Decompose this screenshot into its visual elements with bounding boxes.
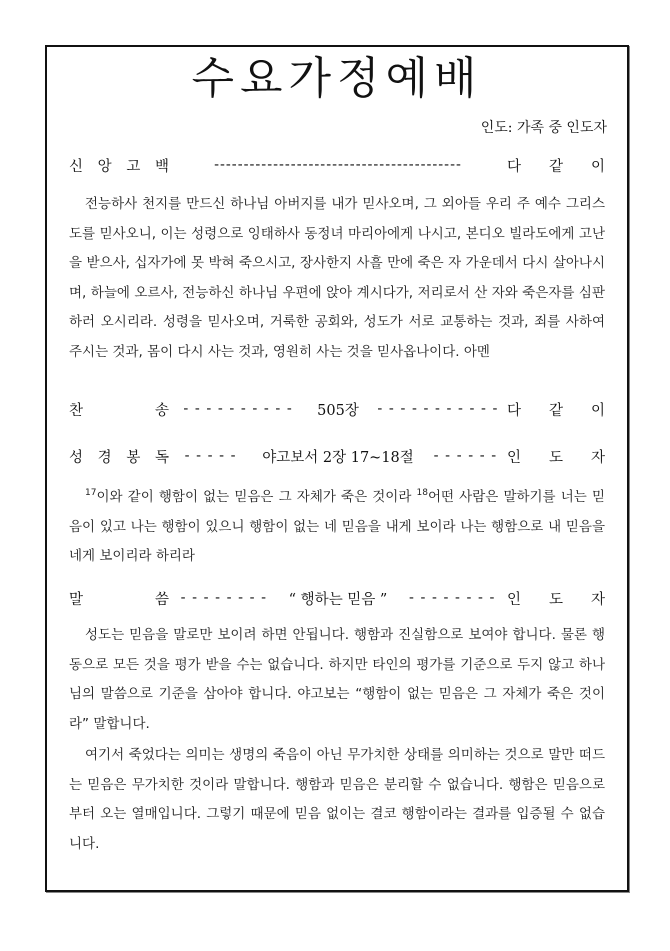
- worship-leader: 인도: 가족 중 인도자: [480, 120, 607, 136]
- order-label: 말 씀: [69, 591, 169, 608]
- order-participant: 다 같 이: [507, 402, 605, 419]
- apostles-creed: 전능하사 천지를 만드신 하나님 아버지를 내가 믿사오며, 그 외아들 우리 주 예수 그리스도를 믿사오니, 이는 성령으로 잉태하사 동정녀 마리아에게 나시고, 본디오 빌라도에게 고난을 받으사, 십자가에 못 박혀 죽으시고, 장사한지 사흘 만에 죽은 자 가운데서 다시 살아나시며, 하늘에 오르사, 전능하신 하나님 우편에 앉아 계시다가, 저리로서 산 자와 죽은자를 심판하러 오시리라. 성령을 믿사오며, 거룩한 공회와, 성도가 서로 교통하는 것과, 죄를 사하여 주시는 것과, 몸이 다시 사는 것과, 영원히 사는 것을 믿사옵나이다. 아멘: [69, 196, 605, 360]
- leader-dashes: ------------------------------------------: [214, 157, 462, 173]
- order-participant: 인 도 자: [507, 591, 605, 608]
- leader-dashes: - - - - -: [184, 448, 237, 464]
- leader-dashes: - - - - - -: [433, 448, 498, 464]
- order-row-scripture: [69, 444, 605, 468]
- sermon-paragraph: 성도는 믿음을 말로만 보이려 하면 안됩니다. 행함과 진실함으로 보여야 합니다. 물론 행동으로 모든 것을 평가 받을 수는 없습니다. 하지만 타인의 평가를 기준으로 두지 않고 하나님의 말씀으로 기준을 삼아야 합니다. 야고보는 “행함이 없는 믿음은 그 자체가 죽은 것이라” 말합니다.: [69, 627, 605, 732]
- order-label: 성 경 봉 독: [69, 449, 169, 466]
- scripture-text: $^{17}$이와 같이 행함이 없는 믿음은 그 자체가 죽은 것이라 $^{18}$어떤 사람은 말하기를 너는 믿음이 있고 나는 행함이 있으니 행함이 없는 네 믿음을 내게 보이라 나는 행함으로 내 믿음을 네게 보이리라 하리라: [69, 488, 605, 564]
- scripture-reference: 야고보서 2장 17~18절: [262, 449, 414, 466]
- order-label: 찬 송: [69, 402, 169, 419]
- sermon-title: “ 행하는 믿음 ”: [288, 591, 388, 608]
- leader-dashes: - - - - - - - - - -: [183, 401, 293, 417]
- verse-number: 17: [85, 488, 97, 498]
- order-row-sermon: [69, 586, 605, 610]
- bulletin-frame: [45, 45, 629, 892]
- leader-dashes: - - - - - - - -: [180, 590, 268, 606]
- sermon-paragraph: 여기서 죽었다는 의미는 생명의 죽음이 아닌 무가치한 상태를 의미하는 것으로 말만 떠드는 믿음은 무가치한 것이라 말합니다. 행함과 믿음은 분리할 수 없습니다. 행함은 믿음으로부터 오는 열매입니다. 그렇기 때문에 믿음 없이는 결코 행함이라는 결과를 입증될 수 없습니다.: [69, 747, 605, 852]
- order-participant: 인 도 자: [507, 449, 605, 466]
- order-row-hymn: [69, 397, 605, 421]
- verse-number: 18: [416, 488, 428, 498]
- page-title: 수요가정예배: [191, 53, 483, 104]
- leader-dashes: - - - - - - - -: [408, 590, 496, 606]
- leader-dashes: - - - - - - - - - - -: [377, 401, 499, 417]
- order-label: 신 앙 고 백: [69, 158, 169, 175]
- order-row-creed: [69, 153, 605, 177]
- order-participant: 다 같 이: [507, 158, 605, 175]
- hymn-number: 505장: [317, 402, 359, 419]
